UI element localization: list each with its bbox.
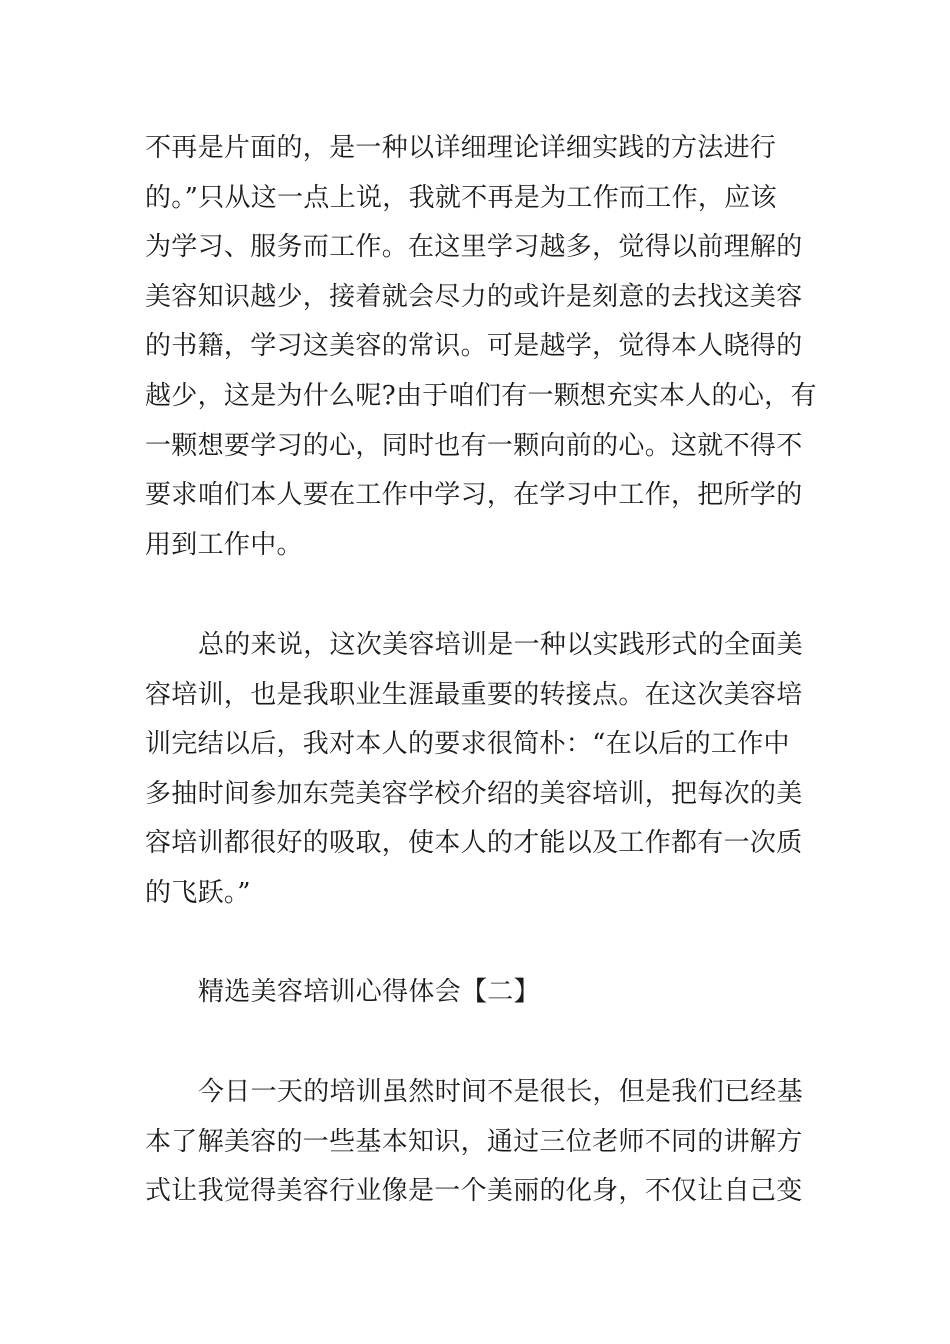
text-line: 容培训都很好的吸取，使本人的才能以及工作都有一次质 (145, 828, 803, 859)
text-line: 越少，这是为什么呢?由于咱们有一颗想充实本人的心，有 (145, 380, 817, 411)
text-line: 总的来说，这次美容培训是一种以实践形式的全面美 (198, 630, 803, 660)
text-line: 的。”只从这一点上说，我就不再是为工作而工作，应该 (145, 182, 777, 213)
paragraph-2 (145, 621, 825, 919)
text-line: 为学习、服务而工作。在这里学习越多，觉得以前理解的 (145, 232, 803, 263)
heading-line: 精选美容培训心得体会【二】 (198, 977, 540, 1007)
text-line: 式让我觉得美容行业像是一个美丽的化身，不仅让自己变 (145, 1176, 803, 1207)
paragraph-3 (145, 1068, 825, 1217)
text-line: 一颗想要学习的心，同时也有一颗向前的心。这就不得不 (145, 430, 803, 461)
text-line: 美容知识越少，接着就会尽力的或许是刻意的去找这美容 (145, 281, 803, 312)
text-line: 多抽时间参加东莞美容学校介绍的美容培训，把每次的美 (145, 778, 803, 809)
text-line: 今日一天的培训虽然时间不是很长，但是我们已经基 (198, 1077, 803, 1107)
text-line: 训完结以后，我对本人的要求很简朴：“在以后的工作中 (145, 729, 790, 760)
paragraph-1 (145, 124, 825, 570)
text-line: 的书籍，学习这美容的常识。可是越学，觉得本人晓得的 (145, 331, 803, 362)
text-line: 要求咱们本人要在工作中学习，在学习中工作，把所学的 (145, 480, 803, 511)
text-line: 不再是片面的，是一种以详细理论详细实践的方法进行 (145, 133, 777, 163)
text-line: 的飞跃。” (145, 877, 251, 908)
text-line: 容培训，也是我职业生涯最重要的转接点。在这次美容培 (145, 679, 803, 710)
text-line: 本了解美容的一些基本知识，通过三位老师不同的讲解方 (145, 1126, 803, 1157)
section-heading (145, 968, 825, 1018)
text-line: 用到工作中。 (145, 529, 303, 560)
